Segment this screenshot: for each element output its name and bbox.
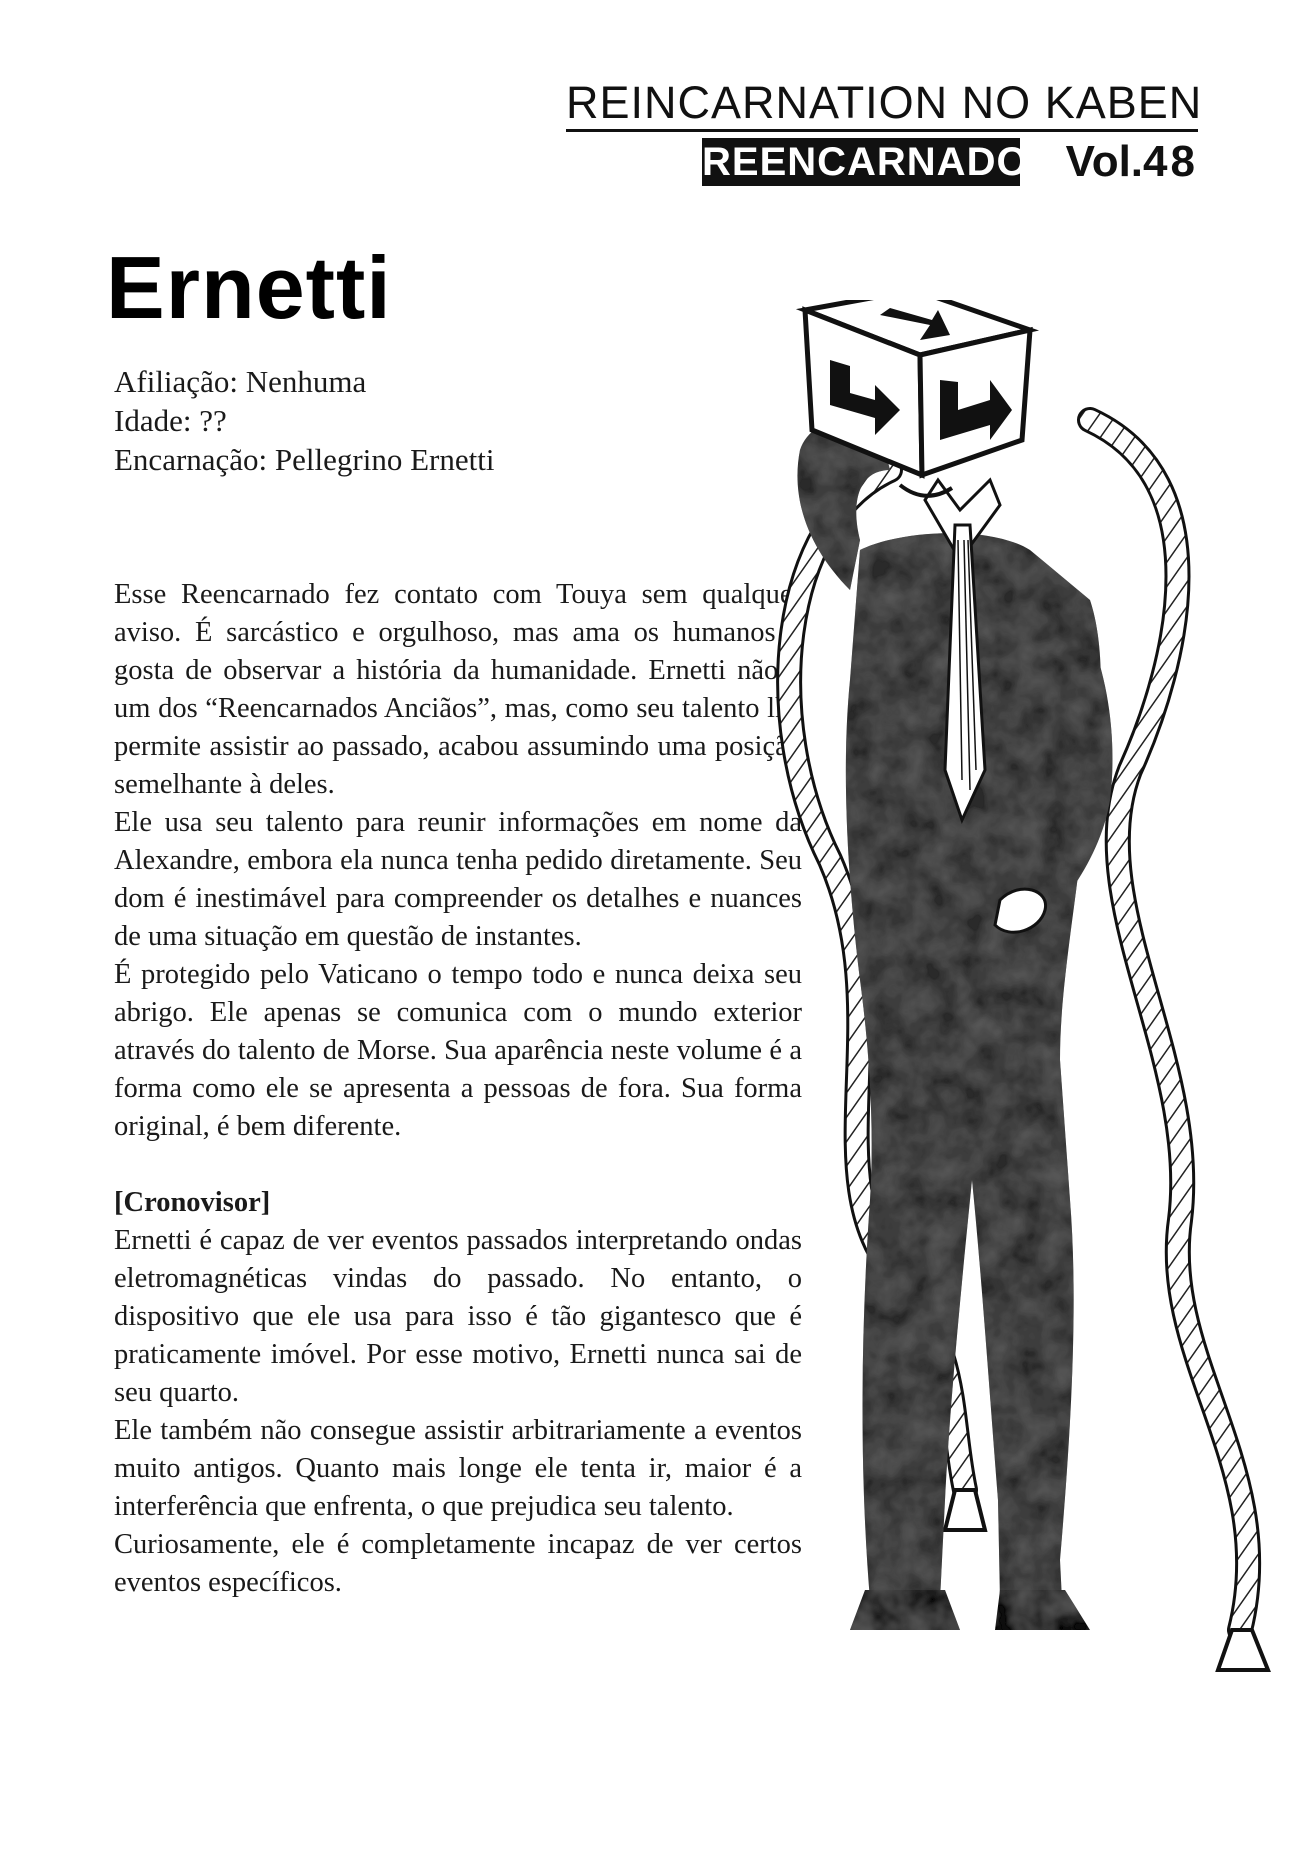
paragraph: É protegido pelo Vaticano o tempo todo e nunca deixa seu abrigo. Ele apenas se comunica com o mundo exterior através do talento de Morse. Sua aparência neste volume é a forma como ele se apresenta a pessoas de fora. Sua forma original, é bem diferente. [114, 959, 802, 1142]
title-underline [566, 129, 1198, 132]
paragraph: Curiosamente, ele é completamente incapaz de ver certos eventos específicos. [114, 1529, 802, 1598]
paragraph-gap [114, 1146, 802, 1184]
paragraph: Ele usa seu talento para reunir informações em nome da Alexandre, embora ela nunca tenha pedido diretamente. Seu dom é inestimável para compreender os detalhes e nuances de uma situação em questão de instantes. [114, 807, 802, 952]
character-meta [114, 362, 714, 479]
volume-row [702, 138, 1198, 186]
paragraph: Ele também não consegue assistir arbitrariamente a eventos muito antigos. Quanto mais longe ele tenta ir, maior é a interferência que enfrenta, o que prejudica seu talento. [114, 1415, 802, 1522]
cable-tip-left [945, 1490, 985, 1530]
character-name: Ernetti [106, 238, 392, 337]
volume-label [1036, 138, 1198, 186]
volume-prefix: Vol. [1065, 137, 1144, 186]
section-title: [Cronovisor] [114, 1187, 271, 1218]
category-badge: REENCARNADO [702, 140, 1029, 184]
paragraph: Ernetti é capaz de ver eventos passados interpretando ondas eletromagnéticas vindas do passado. No entanto, o dispositivo que ele usa para isso é tão gigantesco que é praticamente imóvel. Por esse motivo, Ernetti nunca sai de seu quarto. [114, 1225, 802, 1408]
shoe-left [850, 1590, 960, 1630]
shoe-right [995, 1590, 1090, 1630]
character-illustration-icon [700, 300, 1290, 1700]
cable-right [1090, 420, 1248, 1630]
cable-tip-right [1218, 1630, 1268, 1670]
volume-number: 48 [1143, 137, 1198, 186]
series-title: REINCARNATION NO KABEN [566, 77, 1203, 128]
meta-incarnation: Encarnação: Pellegrino Ernetti [114, 442, 495, 477]
meta-age: Idade: ?? [114, 403, 227, 438]
meta-affiliation: Afiliação: Nenhuma [114, 364, 367, 399]
paragraph: Esse Reencarnado fez contato com Touya sem qualquer aviso. É sarcástico e orgulhoso, mas ama os humanos e gosta de observar a história da humanidade. Ernetti não é um dos “Reencarnados Anciãos”, mas, como seu talento lhe permite assistir ao passado, acabou assumindo uma posição semelhante à deles. [114, 579, 802, 800]
description-body [114, 576, 802, 1602]
